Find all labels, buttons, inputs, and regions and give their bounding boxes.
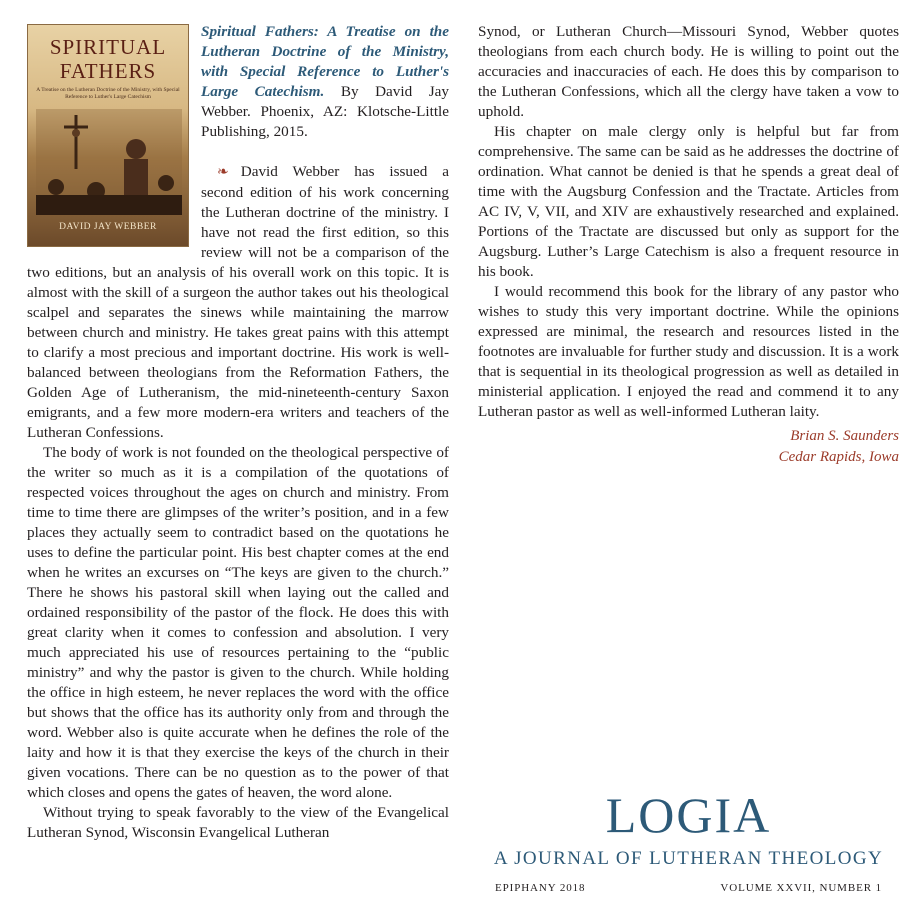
journal-masthead	[478, 786, 899, 872]
cover-title	[28, 35, 188, 83]
cover-title-line2: FATHERS	[59, 59, 157, 83]
right-column	[478, 22, 899, 468]
journal-logo: LOGIA	[605, 787, 772, 843]
reviewer-name: Brian S. Saunders	[790, 428, 899, 444]
review-paragraph-5: I would recommend this book for the library of any pastor who wishes to study this very important doctrine. While the opinions expressed are minimal, the research and resources listed in the footnotes are invaluable for further study and discussion. It is a work that is sequential in its theological progression as well as detailed in ministerial application. I enjoyed the read and commend it to any Lutheran pastor as well as well-informed Lutheran laity.	[478, 283, 899, 420]
issue-date: EPIPHANY 2018	[495, 882, 586, 894]
review-paragraph-1-text: David Webber has issued a second edition of his work concerning the Lutheran doctrine of the ministry. I have not read the first edition, so this review will not be a comparison of the two editions, but an analysis of his overall work on this topic. It is almost with the skill of a surgeon the author takes out his theological scalpel and separates the sinews while maintaining the marrow between church and ministry. He takes great pains with this attempt to clarify a most precious and important doctrine. His work is well-balanced between theologians from the Reformation Fathers, the Golden Age of Lutheranism, the mid-nineteenth-century Saxon emigrants, and a few more modern-era writers and teachers of the Lutheran Confessions.	[27, 163, 449, 441]
book-title: Spiritual Fathers: A Treatise on the Lutheran Doctrine of the Ministry, with Special Reference to Luther's Large Catechism.	[201, 23, 449, 100]
reviewer-location: Cedar Rapids, Iowa	[778, 449, 899, 465]
book-details: By David Jay Webber. Phoenix, AZ: Klotsche-Little Publishing, 2015.	[201, 83, 449, 140]
cover-illustration	[36, 109, 182, 215]
review-paragraph-3-start: Without trying to speak favorably to the view of the Evangelical Lutheran Synod, Wisconsin Evangelical Lutheran	[27, 804, 449, 841]
cover-author: DAVID JAY WEBBER	[59, 222, 157, 232]
cover-subtitle: A Treatise on the Lutheran Doctrine of the Ministry, with Special Reference to Luther's Large Catechism	[36, 87, 180, 100]
cover-title-line1: SPIRITUAL	[49, 35, 167, 59]
left-column	[27, 22, 449, 843]
book-cover-image	[27, 24, 189, 247]
review-paragraph-2: The body of work is not founded on the theological perspective of the writer so much as it is a compilation of the quotations of respected voices throughout the ages on church and ministry. From time to time there are glimpses of the writer’s position, and in a few places they actually seem to contradict based on the quotations he uses to define the particular point. His best chapter comes at the end when he writes an excurses on “The keys are given to the church.” There he shows his pastoral skill when laying out the called and ordained responsibility of the pastor of the flock. He does this with great clarity when it comes to confession and absolution. I very much appreciated his use of resources pertaining to the “public ministry” and why the pastor is given to the church. While holding the office in high esteem, he never replaces the word with the office but shows that the office has its authority only from and through the word. Webber also is quite accurate when he defines the role of the laity and how it is that they exercise the keys of the church in their given vocations. There can be no question as to the power of that which closes and opens the gates of heaven, the word alone.	[27, 444, 449, 801]
review-paragraph-3-end: Synod, or Lutheran Church—Missouri Synod, Webber quotes theologians from each church body. He is willing to point out the accuracies and inaccuracies of each. He does this by comparison to the Lutheran Confessions, which all the clergy have taken a vow to uphold.	[478, 23, 899, 120]
issue-volume: VOLUME XXVII, NUMBER 1	[720, 882, 882, 894]
reviewer-signature	[478, 426, 899, 468]
review-paragraph-4: His chapter on male clergy only is helpful but far from comprehensive. The same can be said as he addresses the doctrine of ordination. What cannot be denied is that he spends a great deal of time with the Augsburg Confession and the Tractate. Articles from AC IV, V, VII, and XIV are exhaustively researched and explained. Portions of the Tractate are discussed but only as support for the Augsburg. Luther’s Large Catechism is also a frequent resource in his book.	[478, 123, 899, 280]
fleuron-icon: ❧	[217, 165, 229, 180]
journal-tagline: A JOURNAL OF LUTHERAN THEOLOGY	[493, 848, 884, 869]
